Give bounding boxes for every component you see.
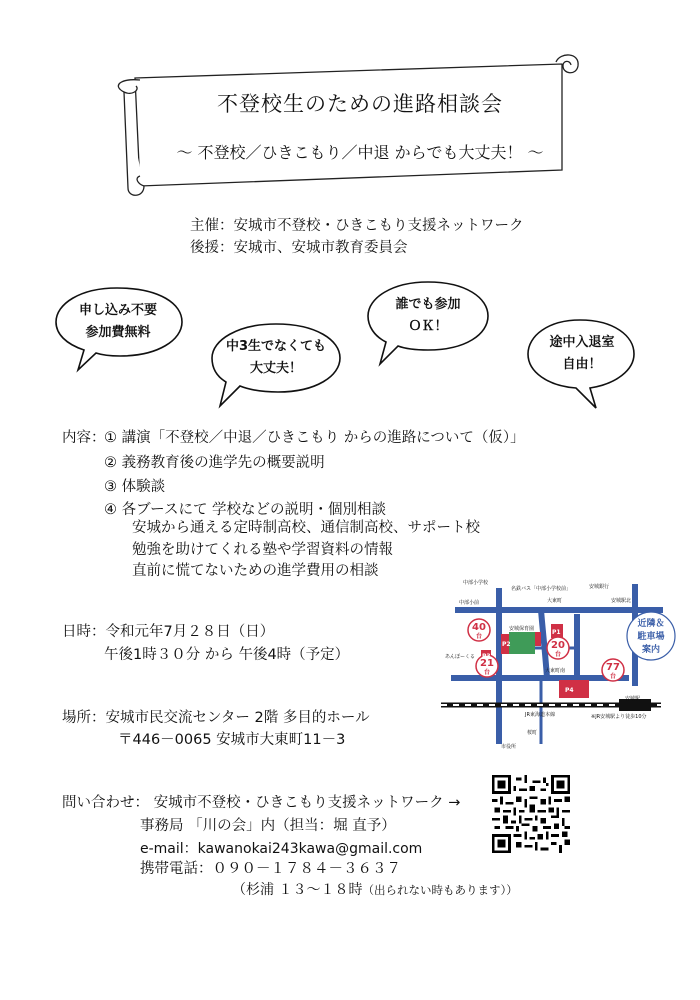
map-label-sakuramachi: 桜町 (527, 730, 538, 736)
bubble-1-line1: 申し込み不要 (78, 303, 157, 318)
venue-place: 場所：安城市民交流センター 2階 多目的ホール (62, 710, 370, 726)
page-title: 不登校生のための進路相談会 (217, 92, 503, 116)
map-label-city-hall: 市役所 (501, 744, 517, 750)
bubble-2-line1: 中3生でなくても (225, 339, 327, 354)
content-sub-3: 直前に慌てないための進学費用の相談 (132, 563, 379, 579)
parking-count-21: 21 (480, 658, 494, 669)
venue-address: 〒446－0065 安城市大東町11－3 (118, 732, 346, 748)
bubble-2-text (220, 336, 332, 380)
parking-unit-77: 台 (609, 673, 617, 680)
parking-count-40: 40 (472, 622, 486, 633)
bubble-3-line1: 誰でも参加 (395, 297, 461, 312)
content-item-2: ② 義務教育後の進学先の概要説明 (104, 455, 325, 471)
bubble-1-line2: 参加費無料 (85, 325, 151, 340)
map-label-hoikuen: 安城保育園 (509, 626, 535, 632)
venue-map (441, 574, 686, 752)
event-time: 午後1時３０分 から 午後4時（予定） (104, 647, 350, 663)
host-organization: 主催：安城市不登校・ひきこもり支援ネットワーク (190, 218, 524, 234)
contact-hours-note: （出られない時もあります）） (362, 883, 518, 897)
parking-count-20: 20 (551, 640, 565, 651)
contact-office: 事務局 「川の会」内（担当：堀 直予） (140, 818, 396, 834)
map-label-jr-line: JR東海道本線 (525, 712, 555, 718)
content-item-3: ③ 体験談 (104, 479, 166, 495)
page-subtitle: ～ 不登校／ひきこもり／中退 からでも大丈夫！ ～ (176, 143, 544, 162)
map-label-nakabe-es: 中部小学校 (463, 580, 489, 586)
content-label: 内容： (62, 430, 106, 446)
map-guide-line3: 案内 (641, 645, 661, 655)
contact-line-1: 問い合わせ： 安城市不登校・ひきこもり支援ネットワーク → (62, 795, 461, 811)
map-label-anjo-station: 安城駅 (625, 696, 641, 702)
parking-count-77: 77 (606, 662, 620, 673)
map-label-bank: 安城銀行 (589, 584, 610, 590)
contact-phone[interactable]: 携帯電話：０９０－１７８４－３６３７ (140, 861, 401, 877)
map-label-nakabe-mae: 中部小前 (459, 600, 480, 606)
bubble-3-line2: ＯＫ！ (408, 319, 448, 334)
map-label-p1: P1 (552, 629, 561, 636)
map-guide-line1: 近隣＆ (637, 619, 665, 629)
content-sub-1: 安城から通える定時制高校、通信制高校、サポート校 (132, 520, 480, 536)
content-item-4: ④ 各ブースにて 学校などの説明・個別相談 (104, 502, 387, 518)
bubble-3-text (376, 294, 480, 338)
map-label-p2: P2 (502, 641, 511, 648)
content-sub-2: 勉強を助けてくれる塾や学習資料の情報 (132, 542, 393, 558)
bubble-1-text (66, 300, 170, 344)
map-label-anjo-north: 安城駅北 (611, 598, 632, 604)
map-guide-line2: 駐車場 (637, 632, 665, 642)
parking-unit-40: 台 (475, 633, 483, 640)
parking-unit-21: 台 (483, 669, 491, 676)
map-label-note: ※JR安城駅より徒歩10分 (591, 714, 647, 720)
map-label-bus: 名鉄バス「中部小学校前」 (511, 586, 572, 592)
bubble-4-line2: 自由！ (562, 357, 602, 372)
supporting-organizations: 後援：安城市、安城市教育委員会 (190, 240, 408, 256)
contact-hours-main: （杉浦 １３～１８時 (232, 882, 363, 898)
bubble-4-text (534, 332, 630, 376)
map-label-p3: P3 (482, 653, 491, 660)
map-label-p4: P4 (565, 687, 574, 694)
contact-hours (232, 880, 518, 900)
qr-code[interactable] (492, 775, 570, 853)
map-label-anpokuru: あんぽーくる (445, 654, 476, 660)
map-label-daitou: 大東町 (547, 598, 563, 604)
bubble-4-line1: 途中入退室 (549, 335, 615, 350)
parking-unit-20: 台 (554, 651, 562, 658)
event-date: 日時：令和元年7月２８日（日） (62, 624, 275, 640)
map-label-daitou-south: 大東町南 (545, 668, 566, 674)
content-item-1: ① 講演「不登校／中退／ひきこもり からの進路について（仮）」 (104, 430, 525, 446)
contact-email[interactable]: e-mail：kawanokai243kawa@gmail.com (140, 841, 423, 857)
bubble-2-line2: 大丈夫！ (249, 361, 302, 376)
